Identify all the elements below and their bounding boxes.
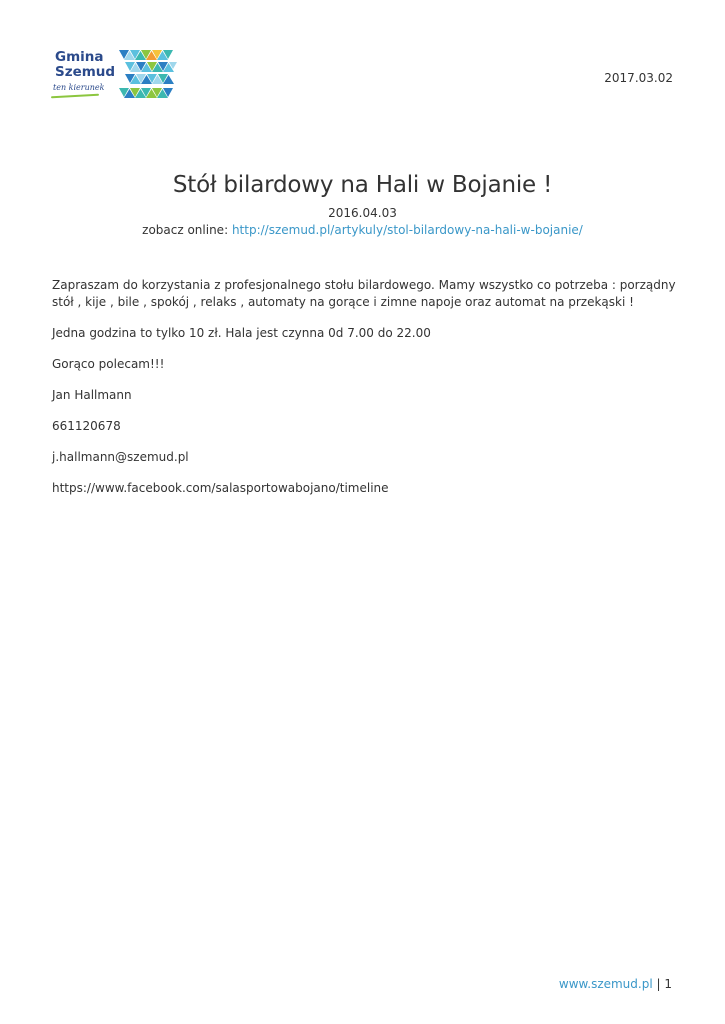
author-phone: 661120678 xyxy=(52,419,121,433)
paragraph-recommendation: Gorąco polecam!!! xyxy=(52,357,165,371)
article-title: Stół bilardowy na Hali w Bojanie ! xyxy=(172,172,553,198)
facebook-url: https://www.facebook.com/salasportowabojano/timeline xyxy=(52,481,389,495)
logo-title-line1: Gmina xyxy=(55,49,104,65)
page-number: 1 xyxy=(664,977,672,991)
author-email: j.hallmann@szemud.pl xyxy=(52,450,189,464)
logo-underline xyxy=(51,94,99,99)
online-url-link[interactable]: http://szemud.pl/artykuly/stol-bilardowy-na-hali-w-bojanie/ xyxy=(231,223,583,237)
logo-title-line2: Szemud xyxy=(55,64,116,80)
footer-separator: | xyxy=(652,977,665,991)
article-date: 2016.04.03 xyxy=(328,206,397,220)
paragraph-price-hours: Jedna godzina to tylko 10 zł. Hala jest czynna 0d 7.00 do 22.00 xyxy=(52,326,431,340)
article-body xyxy=(52,277,677,511)
page-footer xyxy=(559,977,672,991)
footer-site-link[interactable]: www.szemud.pl xyxy=(558,977,653,991)
gmina-szemud-logo xyxy=(50,48,180,106)
author-name: Jan Hallmann xyxy=(52,388,132,402)
logo-tagline: ten kierunek xyxy=(53,83,105,92)
triangle-mosaic-icon xyxy=(119,50,177,102)
paragraph-intro: Zapraszam do korzystania z profesjonalnego stołu bilardowego. Mamy wszystko co potrzeba : porządny stół , kije , bile , spokój , relaks , automaty na gorące i zimne napoje oraz automat na przekąski ! xyxy=(52,278,676,309)
logo-title xyxy=(55,50,115,80)
print-date: 2017.03.02 xyxy=(604,71,673,85)
online-link-line xyxy=(0,223,725,237)
online-label: zobacz online: xyxy=(142,223,232,237)
